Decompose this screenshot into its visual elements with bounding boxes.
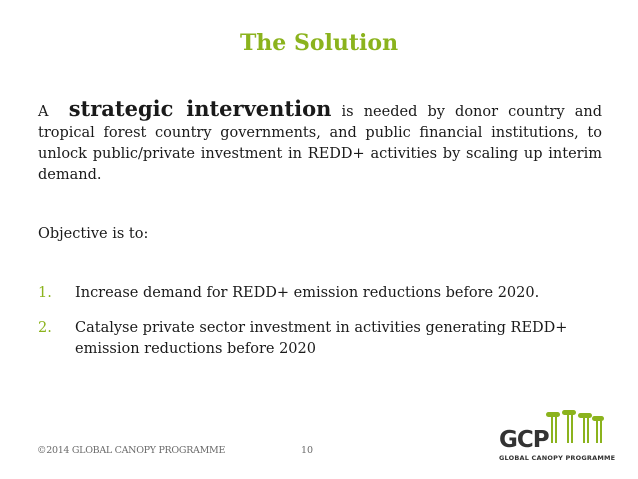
paragraph-emphasis: strategic intervention: [68, 96, 332, 121]
page-number: 10: [301, 445, 314, 456]
list-text: Increase demand for REDD+ emission reductions before 2020.: [75, 285, 540, 301]
logo-tagline: GLOBAL CANOPY PROGRAMME: [499, 454, 616, 462]
footer-copyright: ©2014 GLOBAL CANOPY PROGRAMME: [37, 445, 226, 456]
slide-title: The Solution: [239, 30, 399, 56]
list-number: 2.: [38, 320, 52, 336]
paragraph-lead: A: [38, 104, 49, 120]
list-number: 1.: [38, 285, 52, 301]
objective-label: Objective is to:: [38, 226, 149, 242]
list-text: Catalyse private sector investment in activities generating REDD+ emission reductions before 2020: [75, 320, 568, 357]
paragraph-body: is needed by donor country and tropical forest country governments, and public financial institutions, to unlock public/private investment in REDD+ activities by scaling up interim demand.: [38, 104, 603, 183]
logo-wordmark: GCP: [499, 427, 549, 453]
intro-paragraph: [38, 98, 602, 186]
